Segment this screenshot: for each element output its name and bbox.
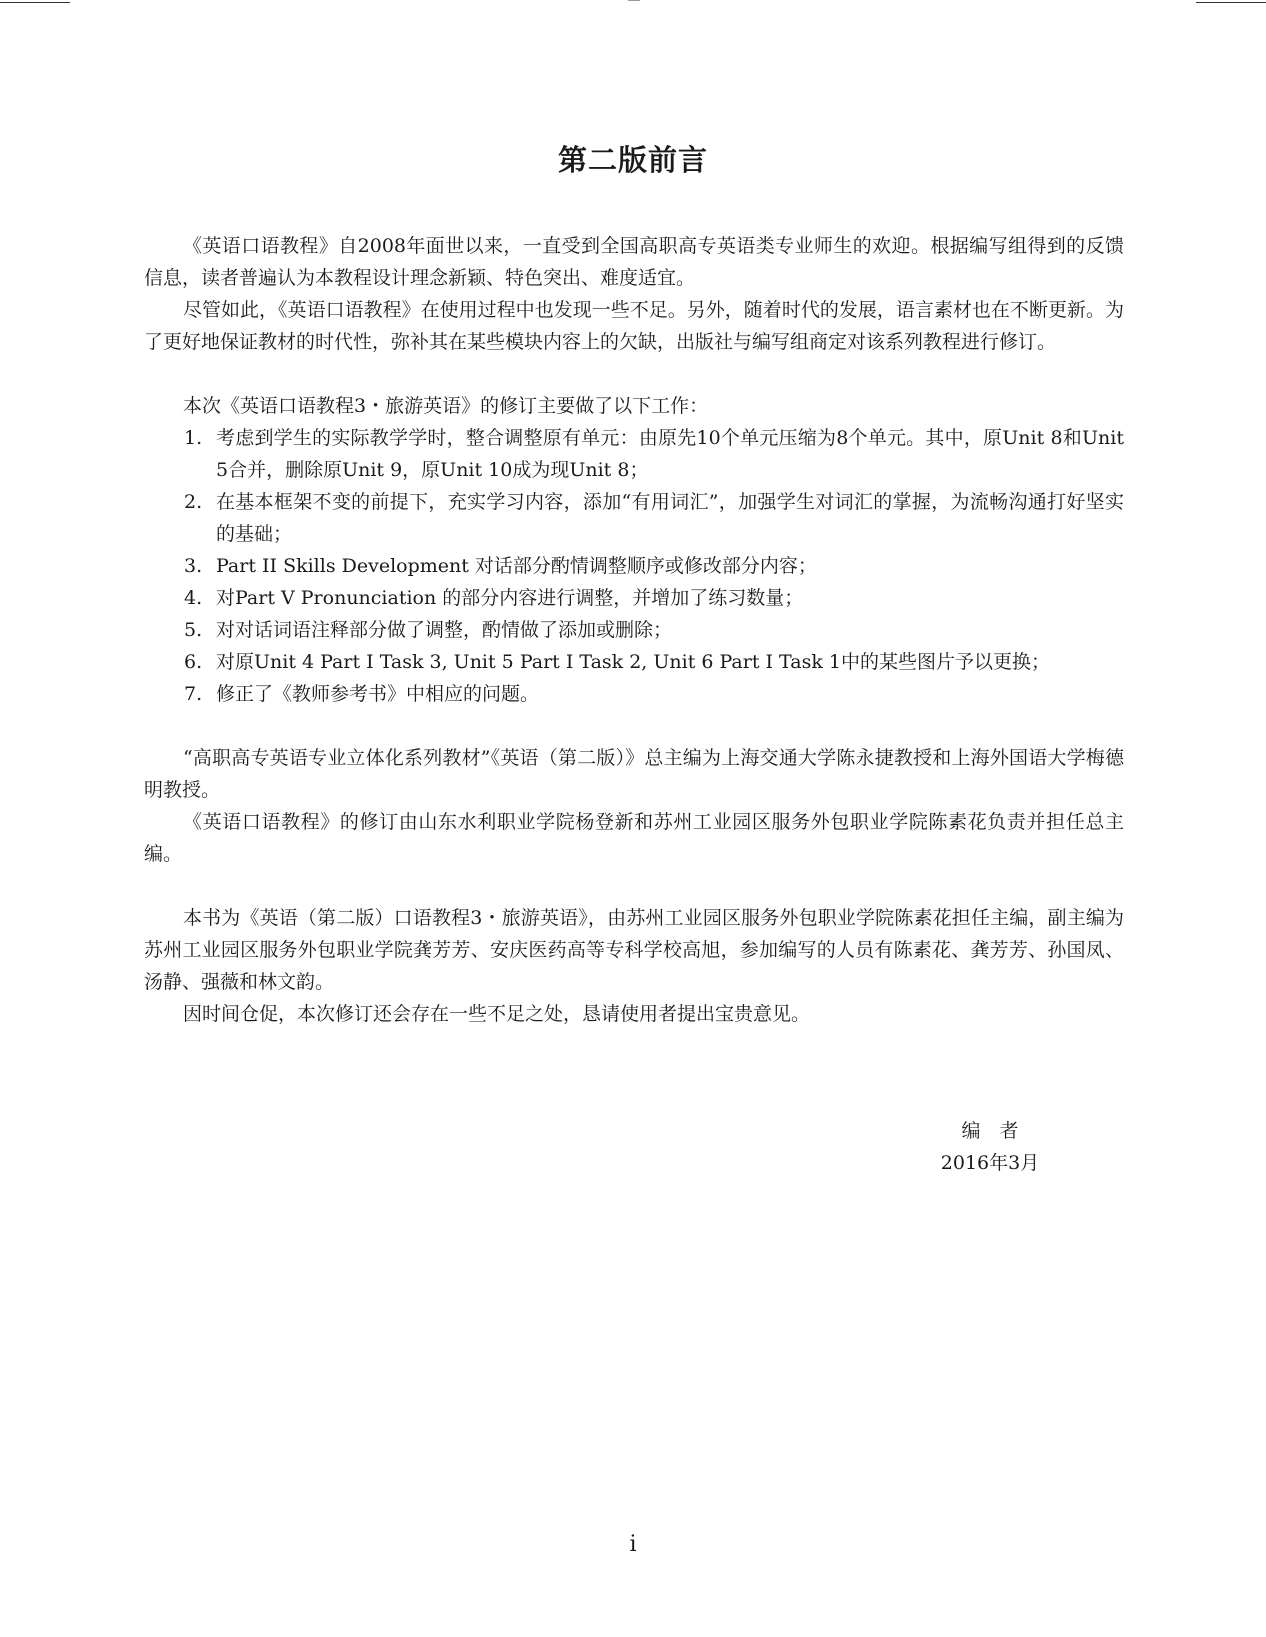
list-item <box>144 646 1124 678</box>
signature-author: 编 者 <box>961 1120 1019 1142</box>
list-item-text: 对原Unit 4 Part I Task 3, Unit 5 Part I Task 2, Unit 6 Part I Task 1中的某些图片予以更换； <box>216 651 1050 673</box>
list-item <box>144 550 1124 582</box>
closing-paragraph-2: 因时间仓促，本次修订还会存在一些不足之处，恳请使用者提出宝贵意见。 <box>183 1003 811 1025</box>
crop-mark-left <box>0 2 70 3</box>
list-item-text: 在基本框架不变的前提下，充实学习内容，添加“有用词汇”，加强学生对词汇的掌握，为流畅沟通打好坚实的基础； <box>216 491 1124 545</box>
page-number: i <box>629 1532 637 1557</box>
intro-paragraph-2: 尽管如此，《英语口语教程》在使用过程中也发现一些不足。另外，随着时代的发展，语言素材也在不断更新。为了更好地保证教材的时代性，弥补其在某些模块内容上的欠缺，出版社与编写组商定对该系列教程进行修订。 <box>144 299 1124 353</box>
list-item <box>144 422 1124 486</box>
list-item <box>144 486 1124 550</box>
signature-block <box>930 1115 1050 1179</box>
crop-mark-right <box>1196 2 1266 3</box>
list-item-text: 考虑到学生的实际教学学时，整合调整原有单元：由原先10个单元压缩为8个单元。其中，原Unit 8和Unit 5合并，删除原Unit 9，原Unit 10成为现Unit 8； <box>216 427 1124 481</box>
list-item-text: 修正了《教师参考书》中相应的问题。 <box>216 683 540 705</box>
editors-paragraph-2: 《英语口语教程》的修订由山东水利职业学院杨登新和苏州工业园区服务外包职业学院陈素花负责并担任总主编。 <box>144 811 1124 865</box>
preface-body <box>144 230 1124 1030</box>
list-item <box>144 582 1124 614</box>
list-item-number: 5. <box>184 619 203 641</box>
list-item-text: 对Part V Pronunciation 的部分内容进行调整，并增加了练习数量； <box>216 587 804 609</box>
list-item-number: 3. <box>184 555 203 577</box>
crop-mark-center <box>628 0 640 1</box>
list-item-number: 7. <box>184 683 203 705</box>
signature-date: 2016年3月 <box>940 1152 1040 1174</box>
list-item-text: Part II Skills Development 对话部分酌情调整顺序或修改部分内容； <box>216 555 817 577</box>
revision-list <box>144 422 1124 710</box>
list-item <box>144 614 1124 646</box>
closing-paragraph-1: 本书为《英语（第二版）口语教程3・旅游英语》，由苏州工业园区服务外包职业学院陈素花担任主编，副主编为苏州工业园区服务外包职业学院龚芳芳、安庆医药高等专科学校高旭，参加编写的人员有陈素花、龚芳芳、孙国凤、汤静、强薇和林文韵。 <box>144 907 1124 993</box>
page-title: 第二版前言 <box>557 143 708 177</box>
revision-intro: 本次《英语口语教程3・旅游英语》的修订主要做了以下工作： <box>183 395 709 417</box>
list-item-number: 6. <box>184 651 203 673</box>
list-item-number: 1. <box>184 427 203 449</box>
list-item <box>144 678 1124 710</box>
list-item-text: 对对话词语注释部分做了调整，酌情做了添加或删除； <box>216 619 673 641</box>
intro-paragraph-1: 《英语口语教程》自2008年面世以来，一直受到全国高职高专英语类专业师生的欢迎。根据编写组得到的反馈信息，读者普遍认为本教程设计理念新颖、特色突出、难度适宜。 <box>144 235 1124 289</box>
list-item-number: 4. <box>184 587 203 609</box>
list-item-number: 2. <box>184 491 203 513</box>
editors-paragraph-1: “高职高专英语专业立体化系列教材”《英语（第二版）》总主编为上海交通大学陈永捷教授和上海外国语大学梅德明教授。 <box>144 747 1124 801</box>
